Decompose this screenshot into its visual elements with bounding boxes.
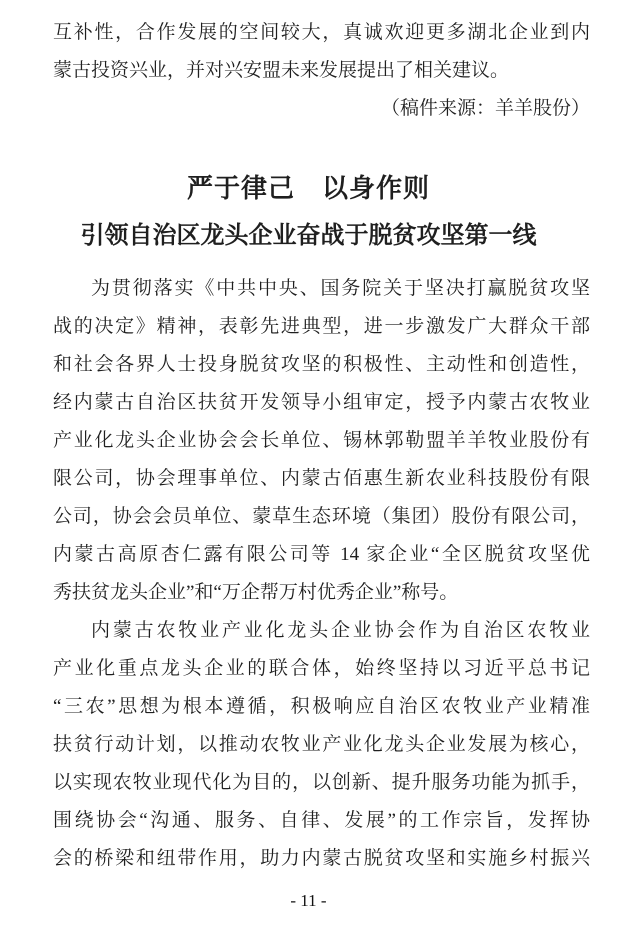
article-paragraph-2 (53, 612, 590, 878)
source-credit: （稿件来源：羊羊股份） (380, 98, 590, 119)
page-number: - 11 - (290, 891, 327, 910)
text-line: 以实现农牧业现代化为目的，以创新、提升服务功能为抓手， (53, 772, 590, 793)
intro-continuation-paragraph (53, 14, 590, 90)
text-line: 内蒙古农牧业产业化龙头企业协会作为自治区农牧业 (91, 620, 590, 641)
text-line: 蒙古投资兴业，并对兴安盟未来发展提出了相关建议。 (53, 60, 510, 81)
text-line: 经内蒙古自治区扶贫开发领导小组审定，授予内蒙古农牧业 (53, 392, 590, 413)
text-line: “三农”思想为根本遵循，积极响应自治区农牧业产业精准 (53, 696, 590, 717)
article-title: 严于律己 以身作则 (186, 174, 430, 203)
article-paragraph-1 (53, 270, 590, 612)
text-line: 和社会各界人士投身脱贫攻坚的积极性、主动性和创造性， (53, 354, 590, 375)
text-line: 会的桥梁和纽带作用，助力内蒙古脱贫攻坚和实施乡村振兴 (53, 848, 590, 869)
text-line: 互补性，合作发展的空间较大，真诚欢迎更多湖北企业到内 (53, 22, 590, 43)
text-line: 扶贫行动计划，以推动农牧业产业化龙头企业发展为核心， (53, 734, 590, 755)
text-line: 公司，协会会员单位、蒙草生态环境（集团）股份有限公司， (53, 506, 590, 527)
text-line: 秀扶贫龙头企业”和“万企帮万村优秀企业”称号。 (53, 582, 459, 603)
text-line: 围绕协会“沟通、服务、自律、发展”的工作宗旨，发挥协 (53, 810, 590, 831)
text-line: 战的决定》精神，表彰先进典型，进一步激发广大群众干部 (53, 316, 590, 337)
text-line: 产业化龙头企业协会会长单位、锡林郭勒盟羊羊牧业股份有 (53, 430, 590, 451)
text-line: 限公司，协会理事单位、内蒙古佰惠生新农业科技股份有限 (53, 468, 590, 489)
text-line: 为贯彻落实《中共中央、国务院关于坚决打赢脱贫攻坚 (91, 278, 590, 299)
text-line: 产业化重点龙头企业的联合体，始终坚持以习近平总书记 (53, 658, 590, 679)
text-line: 内蒙古高原杏仁露有限公司等 14 家企业“全区脱贫攻坚优 (53, 544, 590, 565)
article-subtitle: 引领自治区龙头企业奋战于脱贫攻坚第一线 (80, 223, 537, 249)
